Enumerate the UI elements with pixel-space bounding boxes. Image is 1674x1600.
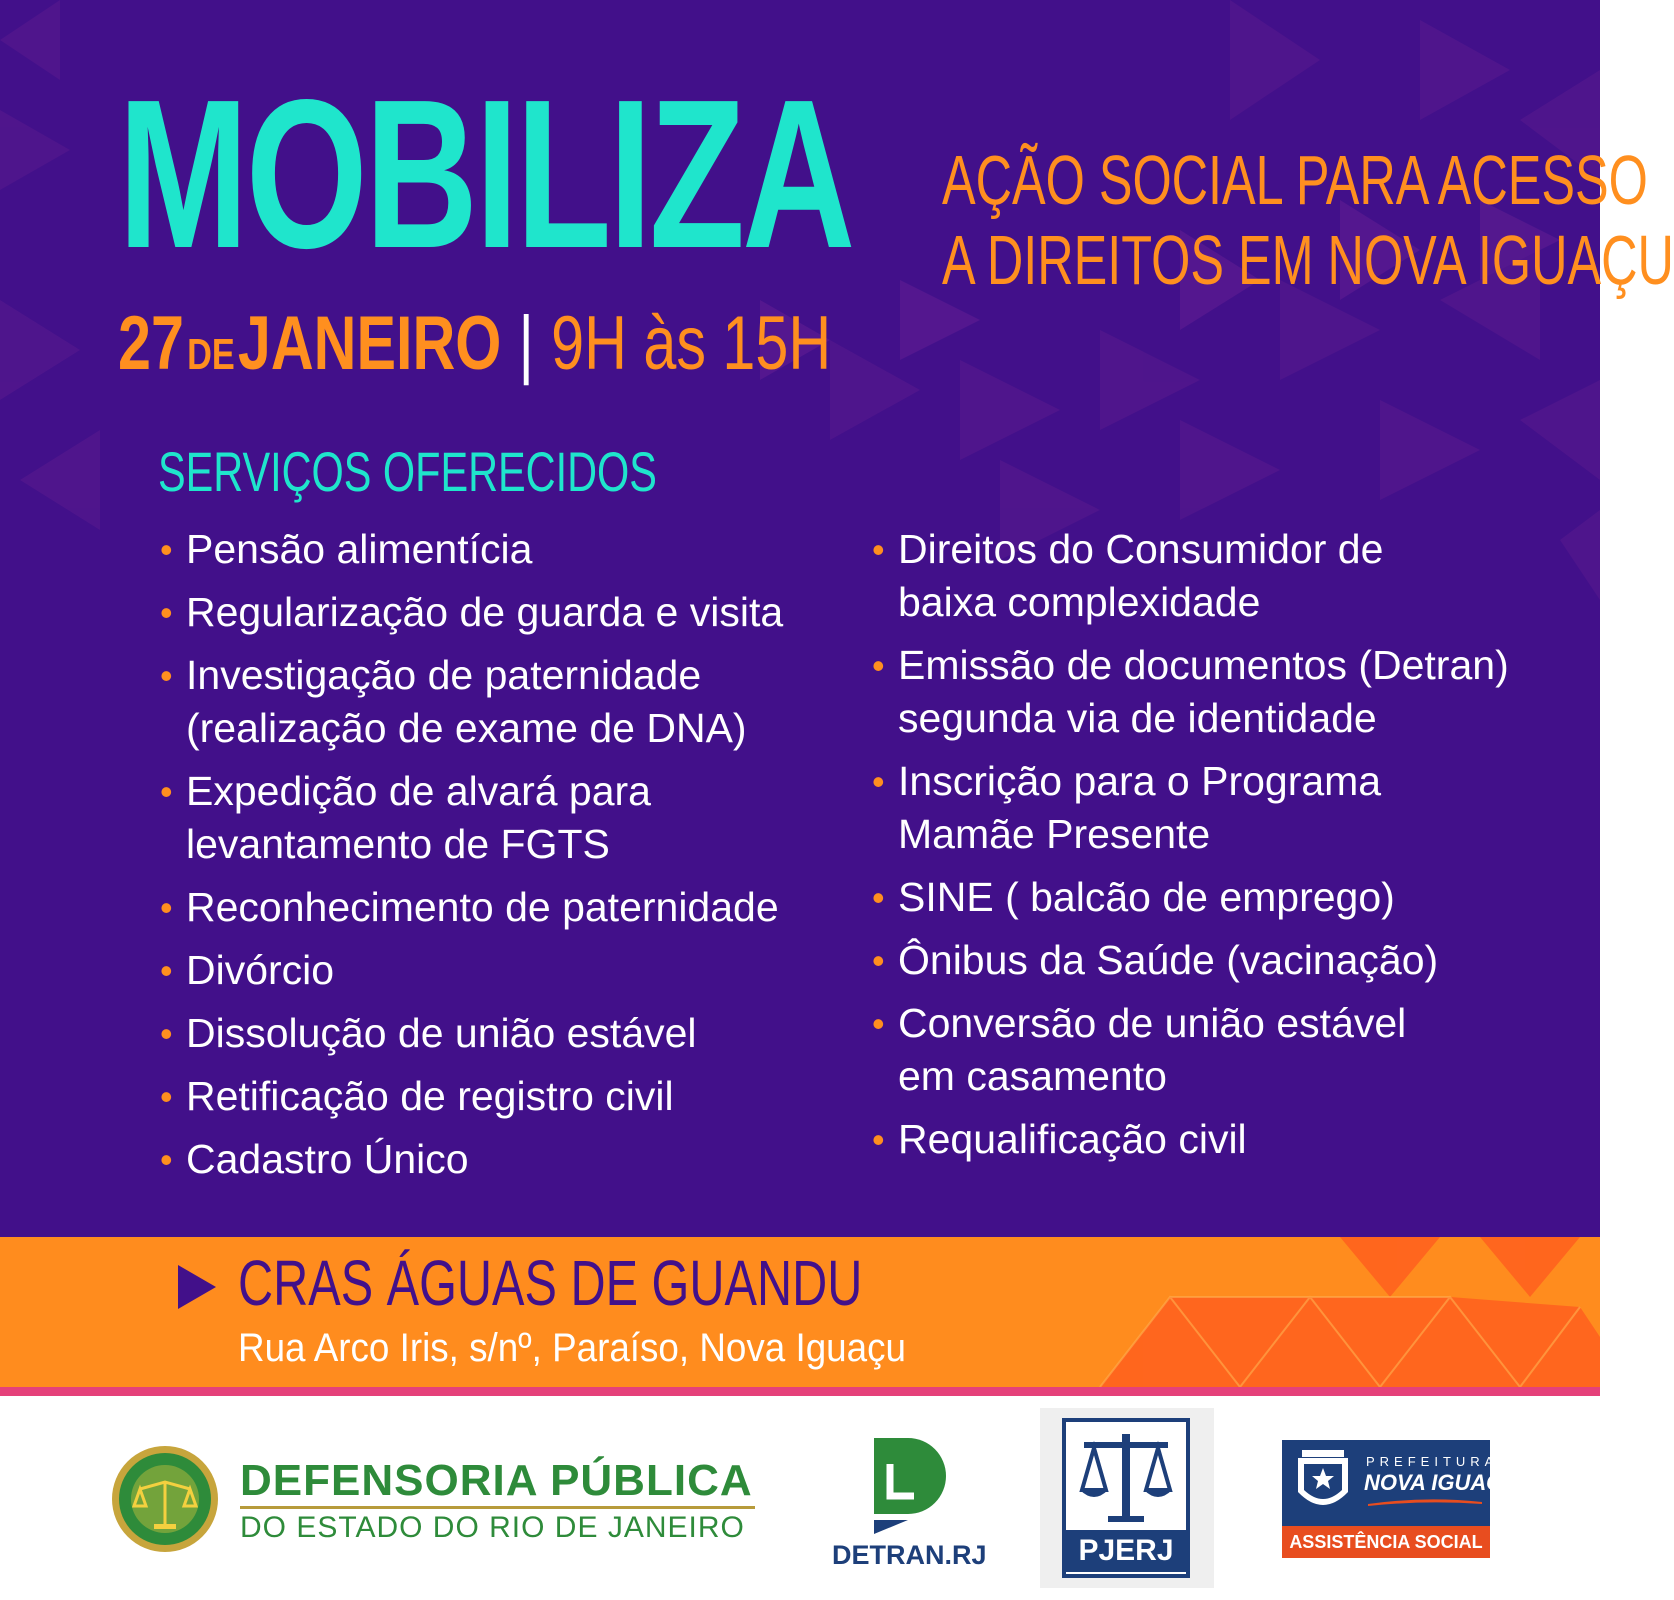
service-item xyxy=(158,586,798,639)
location-band xyxy=(0,1237,1600,1387)
bullet-icon: • xyxy=(160,1139,173,1180)
service-item xyxy=(870,755,1570,861)
service-label: Cadastro Único xyxy=(186,1136,469,1182)
bullet-icon: • xyxy=(872,1003,885,1044)
service-label: Pensão alimentícia xyxy=(186,526,533,572)
nova-iguacu-label: NOVA IGUAÇU xyxy=(1364,1470,1518,1495)
location-name: CRAS ÁGUAS DE GUANDU xyxy=(238,1247,863,1319)
defensoria-rule xyxy=(240,1506,755,1509)
date-day: 27 xyxy=(118,301,184,386)
service-label: Requalificação civil xyxy=(898,1116,1247,1162)
bullet-icon: • xyxy=(872,529,885,570)
scales-icon xyxy=(1074,1428,1178,1528)
subtitle-line-2: A DIREITOS EM NOVA IGUAÇU xyxy=(942,221,1674,299)
bullet-icon: • xyxy=(872,645,885,686)
service-item xyxy=(158,649,798,755)
prefeitura-logo xyxy=(1282,1440,1518,1558)
pjerj-label: PJERJ xyxy=(1066,1530,1186,1572)
service-label: Retificação de registro civil xyxy=(186,1073,674,1119)
bullet-icon: • xyxy=(872,940,885,981)
service-item xyxy=(870,1113,1570,1166)
defensoria-seal-icon xyxy=(110,1444,220,1554)
bullet-icon: • xyxy=(872,877,885,918)
event-subtitle xyxy=(942,140,1674,300)
service-item xyxy=(158,1007,798,1060)
service-label: Ônibus da Saúde (vacinação) xyxy=(898,937,1439,983)
service-label: Emissão de documentos (Detran) segunda via de identidade xyxy=(898,642,1509,741)
bullet-icon: • xyxy=(160,1013,173,1054)
subtitle-line-1: AÇÃO SOCIAL PARA ACESSO xyxy=(942,141,1648,219)
assistencia-social-label: ASSISTÊNCIA SOCIAL xyxy=(1282,1526,1490,1558)
prefeitura-label: PREFEITURA xyxy=(1366,1454,1499,1469)
pjerj-logo xyxy=(1040,1408,1214,1588)
defensoria-subtitle: DO ESTADO DO RIO DE JANEIRO xyxy=(240,1511,745,1544)
service-item xyxy=(158,765,798,871)
service-item xyxy=(158,881,798,934)
service-item xyxy=(158,1133,798,1186)
service-label: SINE ( balcão de emprego) xyxy=(898,874,1395,920)
services-heading: SERVIÇOS OFERECIDOS xyxy=(158,440,657,503)
bullet-icon: • xyxy=(160,771,173,812)
service-item xyxy=(870,997,1570,1103)
date-month: JANEIRO xyxy=(237,301,502,386)
prefeitura-header xyxy=(1282,1440,1518,1526)
date-de: DE xyxy=(187,330,235,379)
service-item xyxy=(870,523,1570,629)
detran-label: DETRAN.RJ xyxy=(832,1540,987,1570)
detran-logo-icon xyxy=(868,1434,950,1534)
bullet-icon: • xyxy=(872,761,885,802)
service-label: Divórcio xyxy=(186,947,335,993)
service-item xyxy=(870,639,1570,745)
service-label: Inscrição para o Programa Mamãe Presente xyxy=(898,758,1382,857)
bullet-icon: • xyxy=(160,887,173,928)
event-title: MOBILIZA xyxy=(118,55,853,292)
bullet-icon: • xyxy=(160,592,173,633)
divider-line xyxy=(0,1387,1600,1396)
date-separator: | xyxy=(518,301,534,386)
bullet-icon: • xyxy=(160,950,173,991)
event-time: 9H às 15H xyxy=(551,301,832,386)
service-label: Regularização de guarda e visita xyxy=(186,589,784,635)
defensoria-title: DEFENSORIA PÚBLICA xyxy=(240,1456,753,1505)
service-item xyxy=(870,871,1570,924)
sponsor-logos xyxy=(0,1396,1600,1600)
bullet-icon: • xyxy=(160,655,173,696)
play-icon xyxy=(178,1265,216,1309)
service-item xyxy=(158,1070,798,1123)
location-address: Rua Arco Iris, s/nº, Paraíso, Nova Iguaçu xyxy=(238,1326,906,1370)
bullet-icon: • xyxy=(872,1119,885,1160)
service-item xyxy=(158,523,798,576)
service-item xyxy=(158,944,798,997)
service-label: Direitos do Consumidor de baixa complexidade xyxy=(898,526,1384,625)
city-seal-icon xyxy=(1288,1444,1358,1520)
service-label: Expedição de alvará para levantamento de FGTS xyxy=(186,768,651,867)
bullet-icon: • xyxy=(160,1076,173,1117)
service-label: Reconhecimento de paternidade xyxy=(186,884,779,930)
bullet-icon: • xyxy=(160,529,173,570)
service-label: Conversão de união estável em casamento xyxy=(898,1000,1407,1099)
services-list-right xyxy=(870,523,1570,1176)
service-item xyxy=(870,934,1570,987)
services-list-left xyxy=(158,523,798,1196)
pjerj-frame xyxy=(1062,1418,1190,1578)
band-triangle-pattern xyxy=(1040,1237,1600,1387)
swoosh-icon xyxy=(1368,1498,1482,1506)
service-label: Dissolução de união estável xyxy=(186,1010,697,1056)
service-label: Investigação de paternidade (realização de exame de DNA) xyxy=(186,652,747,751)
event-date xyxy=(118,300,831,387)
